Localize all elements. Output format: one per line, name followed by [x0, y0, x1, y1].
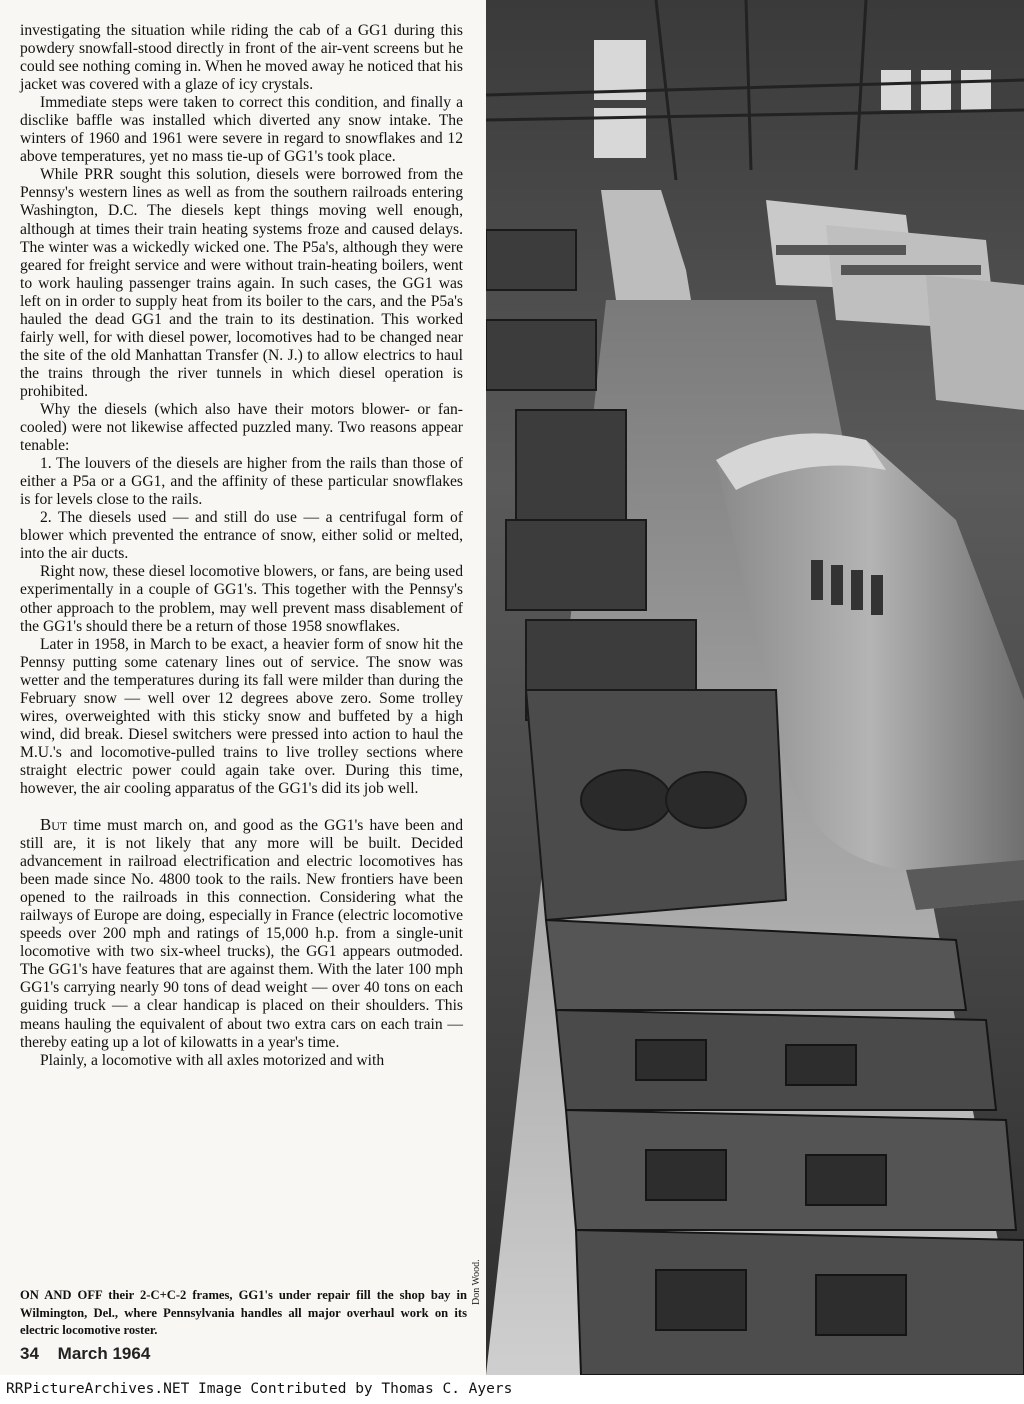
image-credit-footer: RRPictureArchives.NET Image Contributed by Thomas C. Ayers: [0, 1375, 1024, 1404]
page-number: 34: [20, 1344, 39, 1363]
caption-lead: ON AND OFF: [20, 1288, 103, 1302]
locomotive-frames-foreground: [546, 920, 1024, 1375]
shop-bay-photo: [486, 0, 1024, 1375]
section-lead-in: But: [40, 815, 68, 835]
photo-credit: Don Wood.: [471, 1259, 482, 1305]
photo-caption: [20, 1287, 467, 1340]
article-paragraph: Why the diesels (which also have their motors blower- or fan-cooled) were not likewise affected puzzled many. Two reasons appear tenable:: [20, 400, 463, 455]
section-break-paragraph: [20, 816, 463, 1052]
article-paragraph-continued: Plainly, a locomotive with all axles motorized and with: [40, 1051, 385, 1069]
article-paragraph: investigating the situation while riding the cab of a GG1 during this powdery snowfall-stood directly in front of the air-vent screens but he could see nothing coming in. When he moved away he noticed that his jacket was covered with a glaze of icy crystals.: [20, 22, 463, 94]
article-paragraph: While PRR sought this solution, diesels were borrowed from the Pennsy's western lines as well as from the southern railroads entering Washington, D.C. The diesels kept things moving well enough, although at times their train heating systems froze and caused delays. The winter was a wickedly wicked one. The P5a's, although they were geared for freight service and were without train-heating boilers, went to work hauling passenger trains again. In such cases, the GG1 was left on in order to supply heat from its boiler to the cars, and the P5a's hauled the dead GG1 and the train to its destination. This worked fairly well, for with diesel power, locomotives had to be changed near the site of the old Manhattan Transfer (N. J.) to allow electrics to haul the trains through the river tunnels in which diesel operation is prohibited.: [20, 166, 463, 400]
article-paragraph: Immediate steps were taken to correct this condition, and finally a disclike baffle was installed which diverted any snow intake. The winters of 1960 and 1961 were severe in regard to snowflakes and 12 above temperatures, yet no mass tie-up of GG1's took place.: [20, 94, 463, 166]
page-folio: [20, 1344, 150, 1364]
article-paragraph: Later in 1958, in March to be exact, a heavier form of snow hit the Pennsy putting some catenary lines out of service. The snow was wetter and the temperatures during its fall were milder than during the February snow — well over 12 degrees above zero. Some trolley wires, overweighted with this sticky snow and buffeted by a high wind, did break. Diesel switchers were pressed into action to haul the M.U.'s and locomotive-pulled trains to live trolley sections where straight electric power could again take over. During this time, however, the air cooling apparatus of the GG1's did its job well.: [20, 635, 463, 797]
article-paragraph: 2. The diesels used — and still do use — a centrifugal form of blower which prevented the entrance of snow, either solid or melted, into the air ducts.: [20, 509, 463, 563]
section-body: time must march on, and good as the GG1's have been and still are, it is not likely that any more will be built. Decided advancement in railroad electrification and electric locomotives has been made since No. 4800 took to the rails. New frontiers have been opened to the railroads in this connection. Considering what the railways of Europe are doing, especially in France (electric locomotive speeds over 200 mph and ratings of 15,000 h.p. from a single-unit locomotive with two six-wheel trucks), the GG1 appears outmoded. The GG1's have features that are against them. With the later 100 mph GG1's carrying nearly 90 tons of dead weight — over 40 tons on each guiding truck — a clear handicap is placed on their shoulders. This means hauling the equivalent of about two extra cars on each train — thereby eating up a lot of kilowatts in a year's time.: [20, 817, 463, 1051]
issue-date: March 1964: [57, 1344, 151, 1363]
article-text-column: [20, 22, 463, 1070]
caption-text: their 2-C+C-2 frames, GG1's under repair fill the shop bay in Wilmington, Del., where Pennsylvania handles all major overhaul work on its electric locomotive roster.: [20, 1288, 467, 1338]
photo-illustration: [486, 0, 1024, 1375]
article-paragraph: Right now, these diesel locomotive blowers, or fans, are being used experimentally in a couple of GG1's. This together with the Pennsy's other approach to the problem, may well prevent mass disablement of the GG1's should there be a return of those 1958 snowflakes.: [20, 563, 463, 635]
article-paragraph: 1. The louvers of the diesels are higher from the rails than those of either a P5a or a GG1, and the affinity of these particular snowflakes is for levels close to the rails.: [20, 455, 463, 509]
